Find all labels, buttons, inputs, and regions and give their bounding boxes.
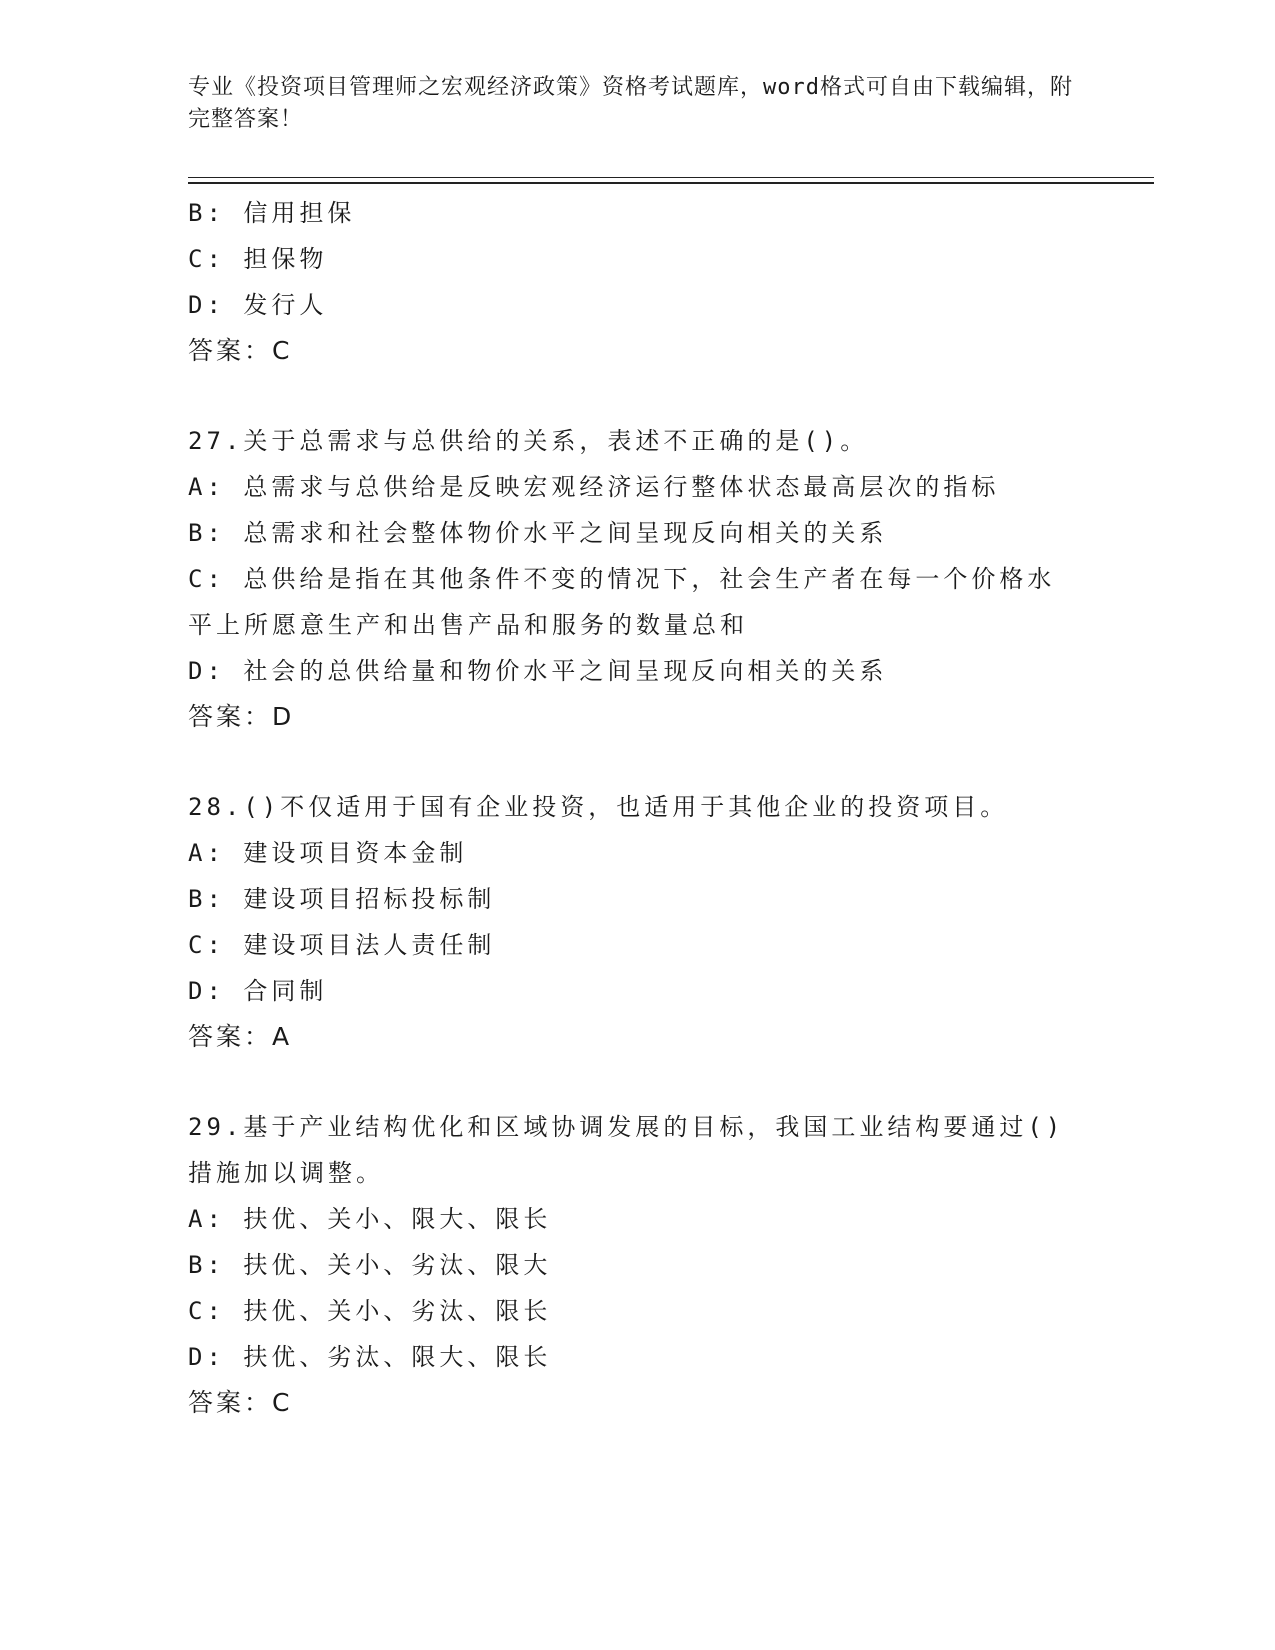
- q27-option-a: A: 总需求与总供给是反映宏观经济运行整体状态最高层次的指标: [188, 473, 1000, 501]
- q27-option-d: D: 社会的总供给量和物价水平之间呈现反向相关的关系: [188, 657, 888, 685]
- q26-option-c: C: 担保物: [188, 245, 328, 273]
- q29-option-c: C: 扶优、关小、劣汰、限长: [188, 1297, 552, 1325]
- q29-option-d: D: 扶优、劣汰、限大、限长: [188, 1343, 552, 1371]
- question-29: [188, 1104, 1148, 1426]
- q28-stem: 28.()不仅适用于国有企业投资，也适用于其他企业的投资项目。: [188, 793, 1009, 821]
- q29-stem: 29.基于产业结构优化和区域协调发展的目标，我国工业结构要通过()措施加以调整。: [188, 1113, 1065, 1187]
- question-26: [188, 190, 1148, 374]
- q29-answer: 答案：C: [188, 1388, 293, 1417]
- document-header: 专业《投资项目管理师之宏观经济政策》资格考试题库，word格式可自由下载编辑，附完整答案！: [188, 75, 1073, 132]
- header-rule-thin: [188, 177, 1154, 178]
- q28-option-b: B: 建设项目招标投标制: [188, 885, 496, 913]
- q28-answer: 答案：A: [188, 1022, 293, 1051]
- q27-option-c: C: 总供给是指在其他条件不变的情况下，社会生产者在每一个价格水平上所愿意生产和出售产品和服务的数量总和: [188, 565, 1056, 639]
- question-27: [188, 418, 1148, 740]
- q28-option-c: C: 建设项目法人责任制: [188, 931, 496, 959]
- q27-answer: 答案：D: [188, 702, 295, 731]
- q29-option-b: B: 扶优、关小、劣汰、限大: [188, 1251, 552, 1279]
- q26-answer: 答案：C: [188, 336, 293, 365]
- question-content: [188, 190, 1148, 1426]
- question-28: [188, 784, 1148, 1060]
- q29-option-a: A: 扶优、关小、限大、限长: [188, 1205, 552, 1233]
- q28-option-a: A: 建设项目资本金制: [188, 839, 468, 867]
- q26-option-d: D: 发行人: [188, 291, 328, 319]
- q27-stem: 27.关于总需求与总供给的关系，表述不正确的是()。: [188, 427, 869, 455]
- q28-option-d: D: 合同制: [188, 977, 328, 1005]
- header-rule-thick: [188, 182, 1154, 184]
- q27-option-b: B: 总需求和社会整体物价水平之间呈现反向相关的关系: [188, 519, 888, 547]
- q26-option-b: B: 信用担保: [188, 199, 356, 227]
